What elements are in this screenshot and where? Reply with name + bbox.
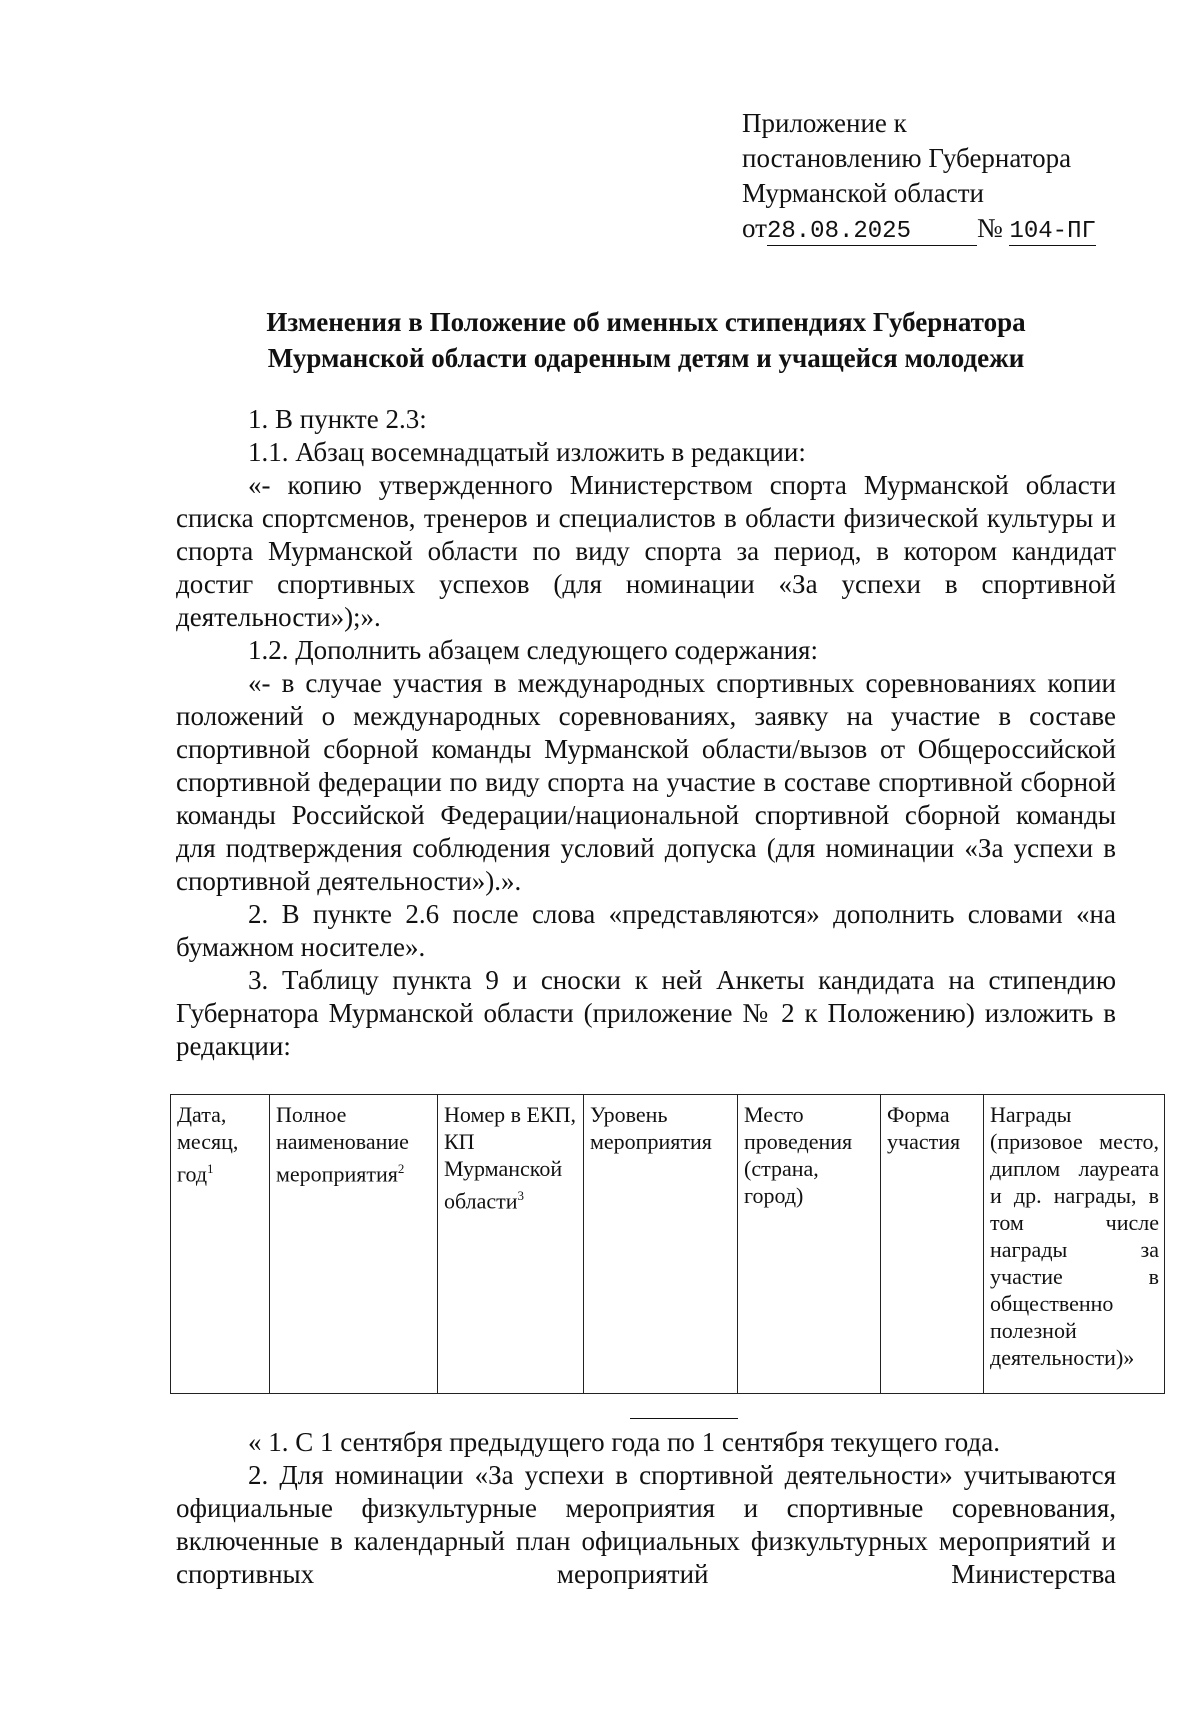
header-participation-form: Форма участия [881, 1095, 984, 1394]
number-label: № [976, 213, 1003, 243]
table-row [171, 1095, 1165, 1394]
paragraph-2: 2. В пункте 2.6 после слова «представляются» дополнить словами «на бумажном носителе». [176, 899, 1116, 962]
header-event-name: Полное наименование мероприятия$^2$ [270, 1095, 438, 1394]
paragraph-1-2-text: «- в случае участия в международных спортивных соревнованиях копии положений о международных соревнованиях, заявку на участие в составе спортивной сборной команды Мурманской области/вызов от Общероссийской спортивной федерации по виду спорта на участие в составе спортивной сборной команды Российской Федерации/национальной спортивной сборной команды для подтверждения соблюдения условий допуска (для номинации «За успехи в спортивной деятельности»).». [176, 668, 1116, 896]
title-line-1: Изменения в Положение об именных стипендиях Губернатора [266, 307, 1026, 337]
document-body [176, 403, 1116, 1063]
footnote-2: 2. Для номинации «За успехи в спортивной деятельности» учитываются официальные физкультурные мероприятия и спортивные соревнования, включенные в календарный план официальных физкультурных мероприятий и спортивных мероприятий Министерства [176, 1460, 1116, 1589]
stamp-line-4 [742, 211, 1096, 246]
header-event-level: Уровень мероприятия [584, 1095, 738, 1394]
footnote-1: « 1. С 1 сентября предыдущего года по 1 сентября текущего года. [248, 1427, 1000, 1457]
header-awards: Награды (призовое место, диплом лауреата и др. награды, в том числе награды за участие в общественно полезной деятельности)» [984, 1095, 1165, 1394]
appendix-stamp [742, 106, 1096, 246]
document-title [176, 304, 1116, 376]
header-venue: Место проведения (страна, город) [738, 1095, 881, 1394]
decree-date: 28.08.2025 [767, 219, 977, 246]
stamp-line-2: постановлению Губернатора [742, 143, 1072, 173]
paragraph-1: 1. В пункте 2.3: [248, 404, 427, 434]
footnotes [176, 1426, 1116, 1591]
from-label: от [742, 213, 767, 243]
decree-number: 104-ПГ [1009, 218, 1096, 245]
header-date: Дата, месяц, год$^1$ [171, 1095, 270, 1394]
header-ekp-number: Номер в ЕКП, КП Мурманской области$^3$ [438, 1095, 584, 1394]
awards-table [170, 1094, 1165, 1394]
footnote-separator [630, 1418, 738, 1419]
paragraph-1-2: 1.2. Дополнить абзацем следующего содержания: [248, 635, 818, 665]
paragraph-1-1: 1.1. Абзац восемнадцатый изложить в редакции: [248, 437, 806, 467]
paragraph-3: 3. Таблицу пункта 9 и сноски к ней Анкеты кандидата на стипендию Губернатора Мурманской области (приложение № 2 к Положению) изложить в редакции: [176, 965, 1116, 1061]
title-line-2: Мурманской области одаренным детям и учащейся молодежи [267, 343, 1025, 373]
stamp-line-3: Мурманской области [742, 178, 984, 208]
paragraph-1-1-text: «- копию утвержденного Министерством спорта Мурманской области списка спортсменов, тренеров и специалистов в области физической культуры и спорта Мурманской области по виду спорта за период, в котором кандидат достиг спортивных успехов (для номинации «За успехи в спортивной деятельности»);». [176, 470, 1116, 632]
stamp-line-1: Приложение к [742, 108, 907, 138]
